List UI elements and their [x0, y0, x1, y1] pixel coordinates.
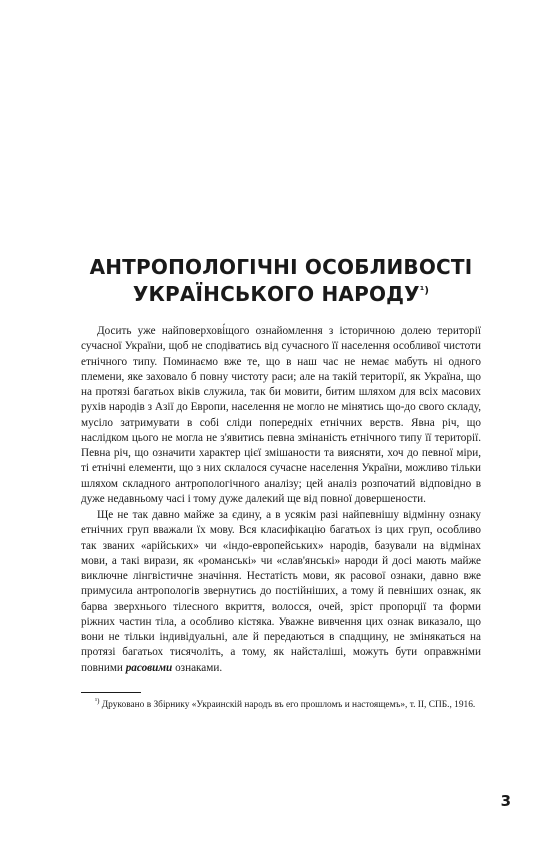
article-title — [81, 254, 481, 308]
footnote-mark: ¹) — [95, 696, 100, 705]
paragraph-2-text-after: ознаками. — [172, 661, 223, 674]
paragraph-2 — [81, 508, 481, 676]
title-line-2: УКРАЇНСЬКОГО НАРОДУ — [132, 282, 420, 306]
article-body — [81, 324, 481, 676]
title-line-1: АНТРОПОЛОГІЧНІ ОСОБЛИВОСТІ — [89, 255, 473, 279]
paragraph-2-text-before: Ще не так давно майже за єдину, а в усякім разі найпевнішу відмінну ознаку етнічних груп вважали їх мову. Вся класифікацію багатьох із цих груп, особливо так званих «арійських» чи «індо-европейських» народів, базували на відмінах мови, а такі вирази, як «романські» чи «слав'янські» народи й досі мають майже виключне лінгвістичне значіння. Нестатість мови, як расової ознаки, давно вже примусила антропологів звернутись до постійніших, а тому й певніших ознак, як барва зверхнього тілесного вкриття, волосся, очей, зріст пропорції та форми ріжних частин тіла, а особливо кістяка. Уважне вивчення цих ознак виказало, що вони не тільки індивідуальні, але й передаються в спадщину, не змінякаться на протязі багатьох тисячоліть, а тому, як найсталіші, можуть бути оправжніми повними — [81, 509, 481, 674]
paragraph-1: Досить уже найповерхові́щого ознайомлення з історичною долею території сучасної України, щоб не сподіватись від сучасного її населення особливої чистоти етнічного типу. Поминаємо вже те, що в наш час не немає мабуть ні одного племени, яке заховало б повну чистоту раси; але на такій території, як Україна, що на протязі багатьох віків служила, так би мовити, битим шляхом для всіх масових рухів народів з Азії до Европи, населення не могло не мінятись що-до свого складу, мусіло затримувати в собі сліди попередніх етнічних верств. Явна річ, що наслідком цього не могла не з'явитись певна змінаність етнічного типу її території. Певна річ, що означити характер цієї змішаности та виясняти, хоч до певної міри, ті етнічні елементи, що з них склалося сучасне населення України, можливо тільки шляхом складного антропологічного аналізу; цей аналіз розпочатий відповідно в дуже недавньому часі і тому дуже далекий ще від повної довершености. — [81, 325, 481, 505]
footnote — [81, 696, 481, 712]
footnote-divider — [81, 692, 141, 693]
title-footnote-mark[interactable]: ¹) — [419, 285, 430, 297]
footnote-text: Друковано в Збірнику «Украинскій народъ въ его прошломъ и настоящемъ», т. II, СПБ., 1916. — [101, 699, 476, 710]
paragraph-2-emphasis: расовими — [125, 661, 173, 674]
page-number: 3 — [500, 792, 511, 810]
